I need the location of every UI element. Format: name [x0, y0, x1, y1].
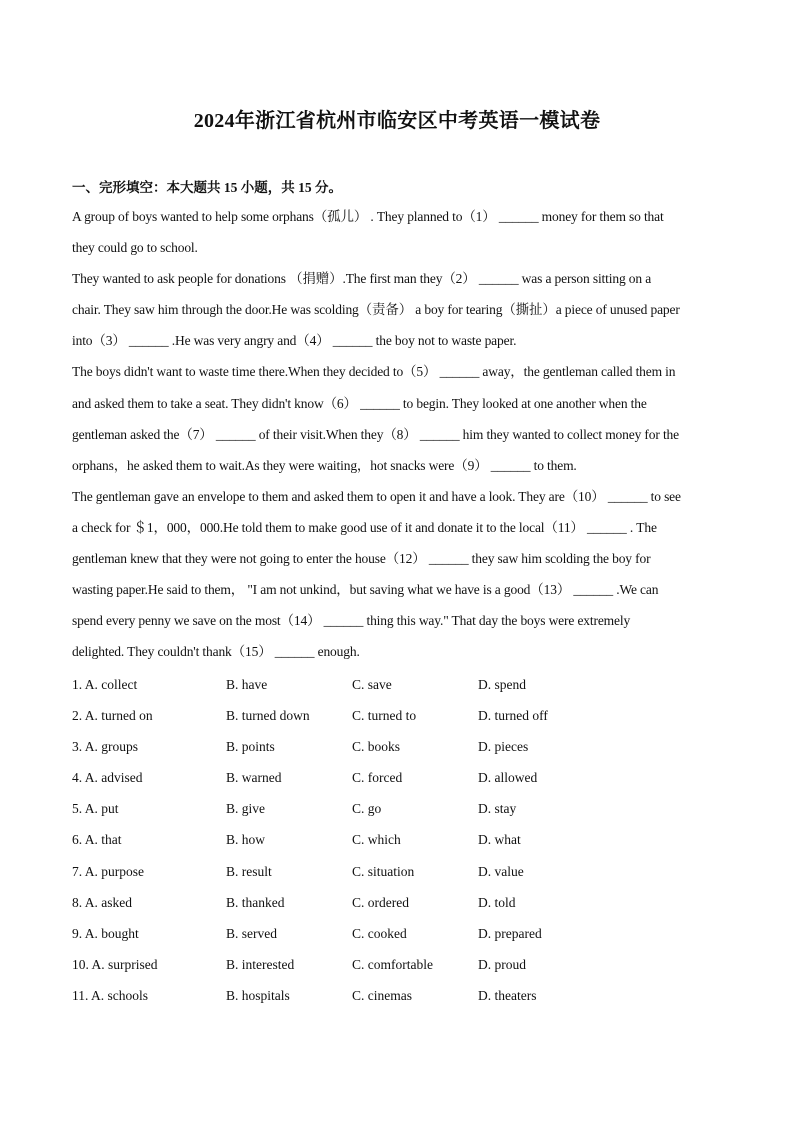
option-a: 9. A. bought [72, 925, 139, 941]
option-c: C. turned to [352, 708, 417, 724]
passage-line: gentleman knew that they were not going to enter the house（12） ______ they saw him scolding the boy for [72, 551, 651, 567]
option-d: D. pieces [478, 739, 529, 755]
option-b: B. have [226, 677, 268, 692]
option-b: B. served [226, 925, 277, 941]
question-3-options [72, 731, 722, 762]
option-b: B. warned [226, 770, 282, 786]
passage-line: a check for ＄1，000，000.He told them to make good use of it and donate it to the local（11） ______ . The [72, 519, 657, 535]
option-d: D. turned off [478, 708, 548, 724]
option-d: D. prepared [478, 925, 542, 941]
option-d: D. told [478, 894, 516, 910]
cloze-passage [72, 201, 722, 667]
passage-line: they could go to school. [72, 240, 198, 256]
option-d: D. what [478, 832, 521, 848]
option-d: D. proud [478, 956, 526, 972]
option-c: C. which [352, 832, 401, 848]
passage-line: gentleman asked the（7） ______ of their visit.When they（8） ______ him they wanted to collect money for the [72, 426, 679, 442]
question-11-options [72, 980, 722, 1011]
option-d: D. spend [478, 677, 526, 692]
option-a: 5. A. put [72, 801, 119, 817]
option-b: B. thanked [226, 894, 285, 910]
option-d: D. stay [478, 801, 517, 817]
option-c: C. cooked [352, 925, 407, 941]
passage-line: chair. They saw him through the door.He was scolding（责备） a boy for tearing（撕扯）a piece of unused paper [72, 302, 680, 318]
question-9-options [72, 918, 722, 949]
passage-line: delighted. They couldn't thank（15） ______ enough. [72, 644, 360, 660]
question-4-options [72, 762, 722, 793]
question-8-options [72, 887, 722, 918]
answer-options [72, 669, 722, 1011]
option-a: 7. A. purpose [72, 863, 144, 879]
option-a: 10. A. surprised [72, 956, 158, 972]
option-c: C. books [352, 739, 401, 755]
passage-line: They wanted to ask people for donations （捐赠）.The first man they（2） ______ was a person sitting on a [72, 271, 652, 287]
option-b: B. turned down [226, 708, 310, 724]
option-b: B. give [226, 801, 265, 817]
option-d: D. allowed [478, 770, 538, 786]
passage-line: A group of boys wanted to help some orphans（孤儿） . They planned to（1） ______ money for them so that [72, 209, 664, 224]
option-a: 1. A. collect [72, 677, 138, 692]
passage-line: into（3） ______ .He was very angry and（4） ______ the boy not to waste paper. [72, 333, 517, 349]
section-heading: 一、完形填空：本大题共 15 小题，共 15 分。 [72, 180, 342, 195]
passage-line: orphans，he asked them to wait.As they were waiting，hot snacks were（9） ______ to them. [72, 457, 577, 473]
passage-line: wasting paper.He said to them， "I am not unkind，but saving what we have is a good（13） ______ .We can [72, 582, 659, 598]
option-c: C. comfortable [352, 956, 433, 972]
option-a: 6. A. that [72, 832, 122, 848]
option-b: B. result [226, 863, 272, 879]
passage-line: and asked them to take a seat. They didn't know（6） ______ to begin. They looked at one another when the [72, 395, 647, 411]
option-a: 8. A. asked [72, 894, 132, 910]
question-10-options [72, 949, 722, 980]
option-b: B. interested [226, 956, 295, 972]
option-a: 11. A. schools [72, 987, 149, 1003]
passage-line: The gentleman gave an envelope to them and asked them to open it and have a look. They are（10） ______ to see [72, 488, 681, 504]
option-d: D. value [478, 863, 524, 879]
question-2-options [72, 700, 722, 731]
passage-line: The boys didn't want to waste time there.When they decided to（5） ______ away，the gentleman called them in [72, 364, 676, 380]
option-c: C. ordered [352, 894, 409, 910]
option-b: B. how [226, 832, 266, 848]
option-c: C. go [352, 801, 382, 817]
option-c: C. forced [352, 770, 403, 786]
option-a: 4. A. advised [72, 770, 143, 786]
option-c: C. situation [352, 863, 415, 879]
question-6-options [72, 824, 722, 855]
option-a: 2. A. turned on [72, 708, 153, 724]
question-7-options [72, 856, 722, 887]
option-c: C. save [352, 677, 392, 692]
option-d: D. theaters [478, 987, 537, 1003]
option-a: 3. A. groups [72, 739, 139, 755]
question-1-options [72, 669, 722, 700]
passage-line: spend every penny we save on the most（14） ______ thing this way." That day the boys were extremely [72, 613, 631, 629]
option-c: C. cinemas [352, 987, 412, 1003]
exam-title: 2024年浙江省杭州市临安区中考英语一模试卷 [193, 110, 601, 132]
option-b: B. hospitals [226, 987, 290, 1003]
question-5-options [72, 793, 722, 824]
option-b: B. points [226, 739, 275, 755]
